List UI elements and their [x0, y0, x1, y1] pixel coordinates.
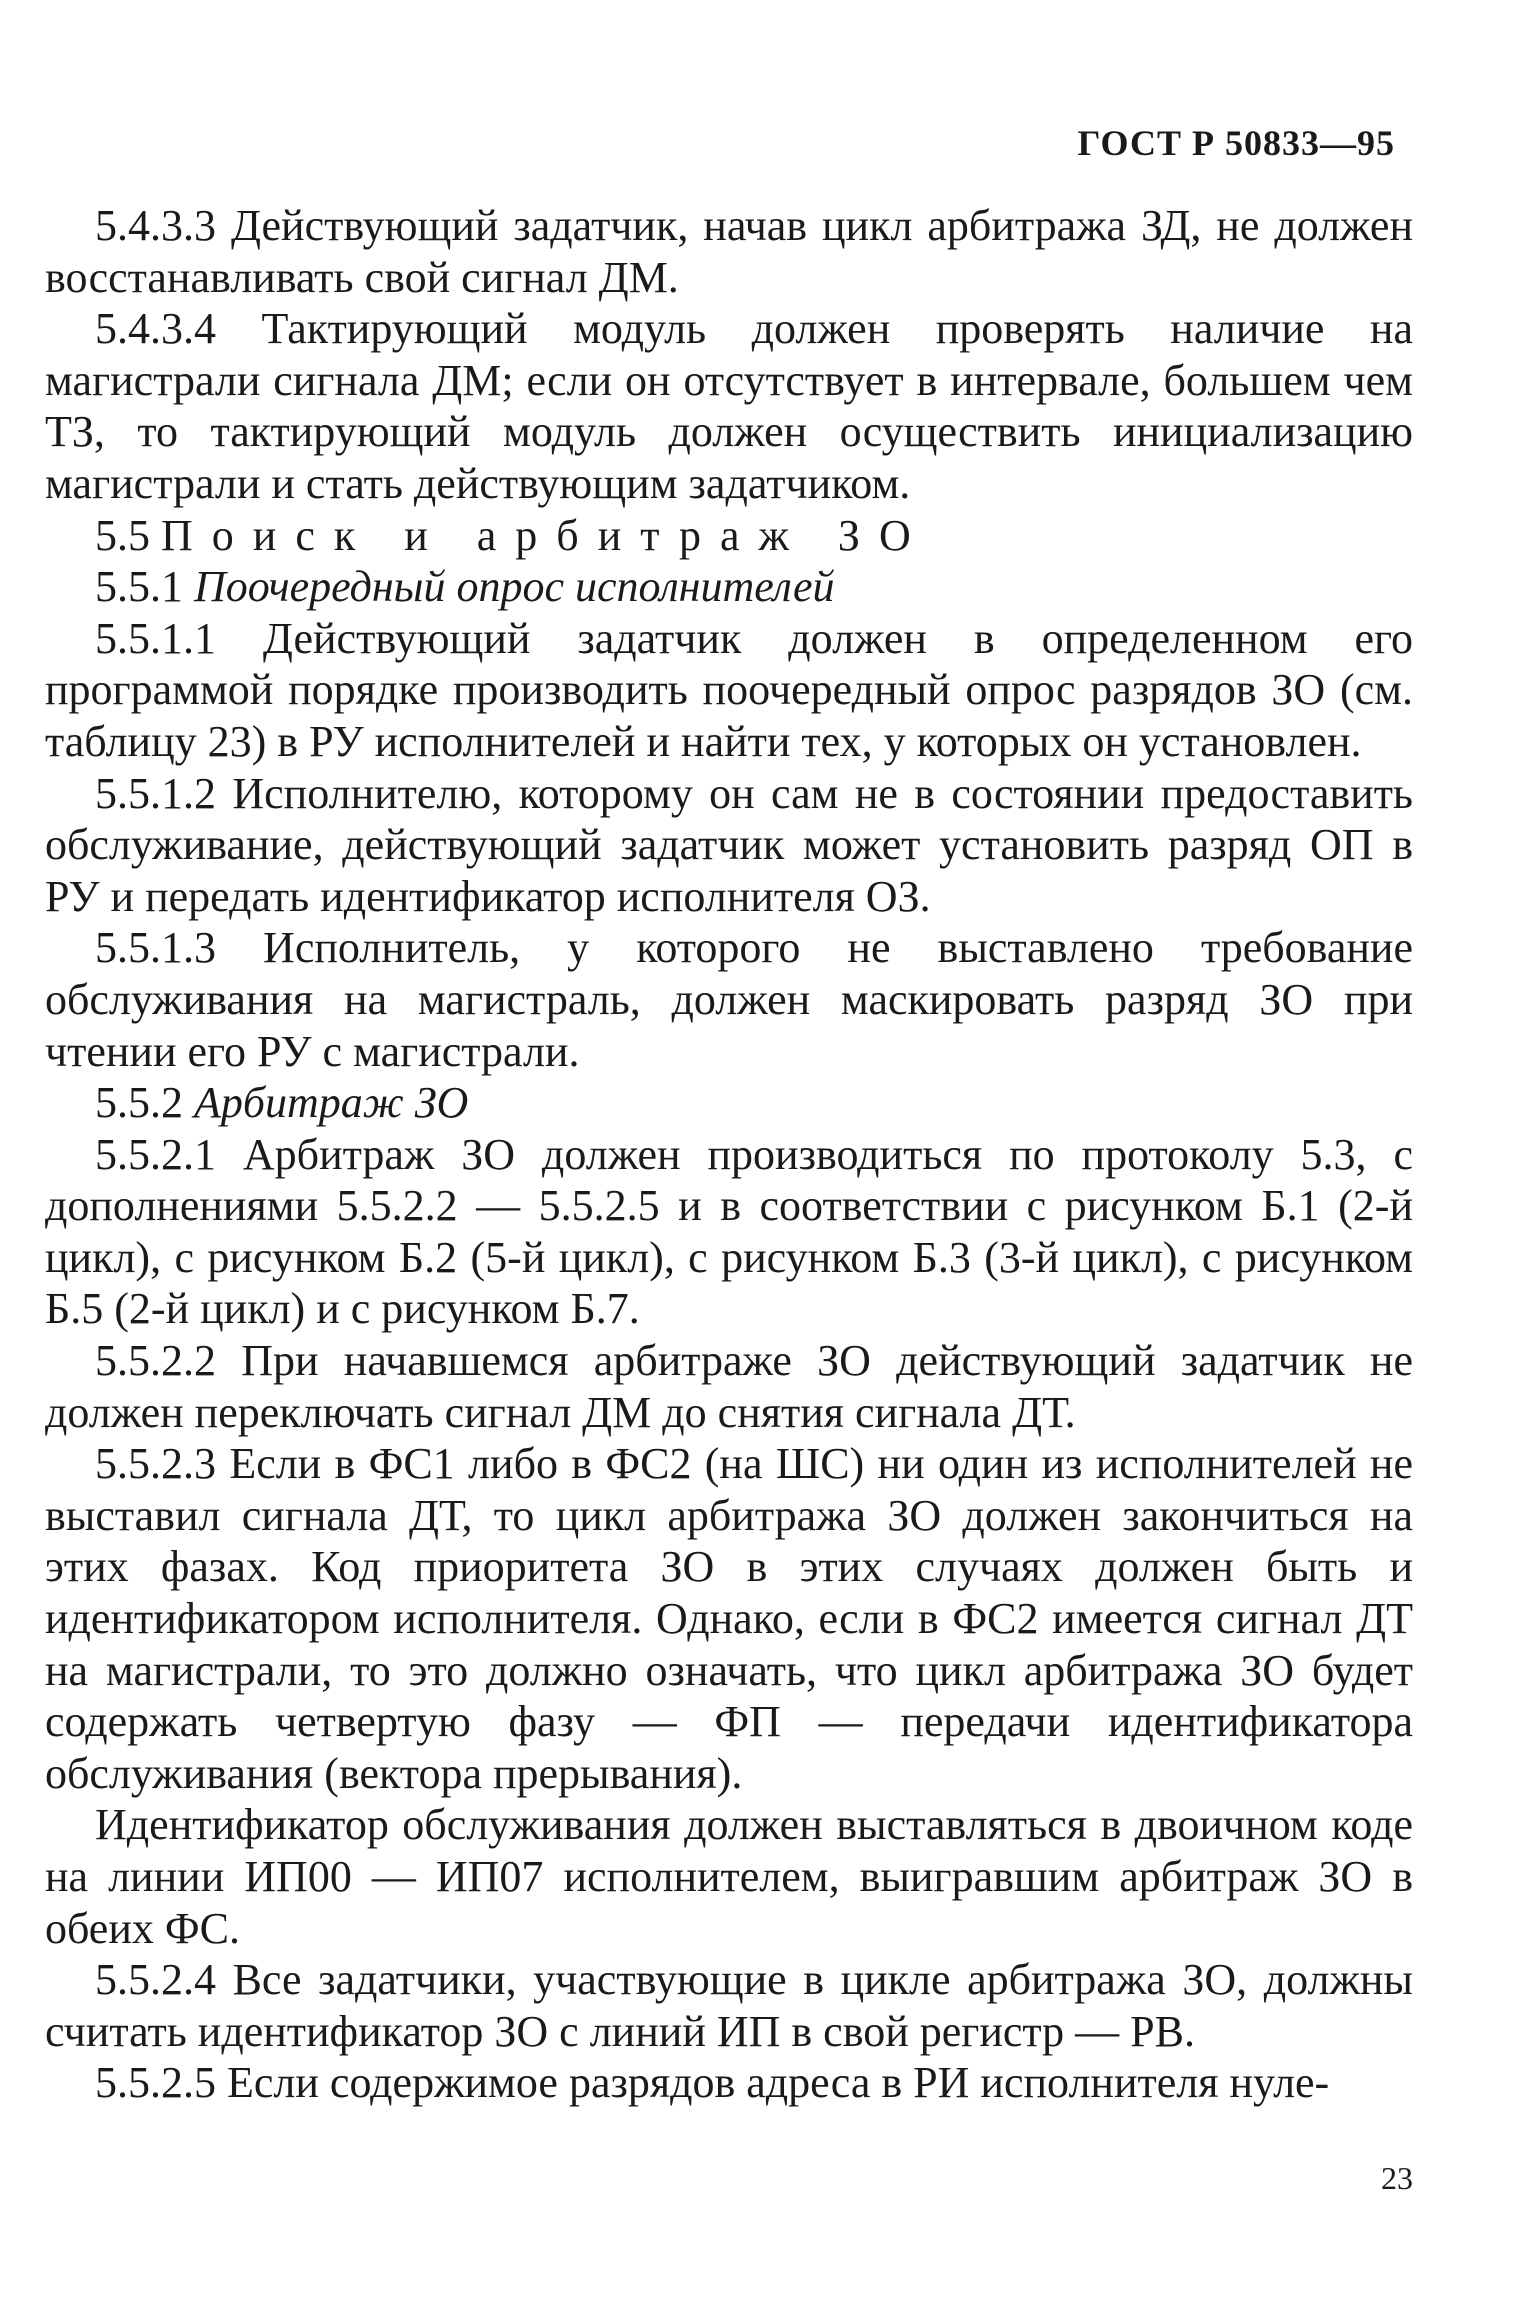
- paragraph-5-5-1-3: 5.5.1.3 Исполнитель, у которого не выставлено требование обслуживания на магистраль, должен маскировать разряд ЗО при чтении его РУ с магистрали.: [45, 923, 1413, 1076]
- document-header: ГОСТ Р 50833—95: [1077, 123, 1395, 163]
- paragraph-5-5-1-2: 5.5.1.2 Исполнителю, которому он сам не в состоянии предоставить обслуживание, действующий задатчик может установить разряд ОП в РУ и передать идентификатор исполнителя ОЗ.: [45, 768, 1413, 921]
- subsection-heading-5-5-2: [45, 1077, 1413, 1129]
- document-body: [45, 200, 1413, 2109]
- paragraph-5-4-3-4: 5.4.3.4 Тактирующий модуль должен проверять наличие на магистрали сигнала ДМ; если он отсутствует в интервале, большем чем ТЗ, то тактирующий модуль должен осуществить инициализацию магистрали и стать действующим задатчиком.: [45, 304, 1413, 508]
- paragraph-5-5-2-2: 5.5.2.2 При начавшемся арбитраже ЗО действующий задатчик не должен переключать сигнал ДМ до снятия сигнала ДТ.: [45, 1336, 1413, 1437]
- section-number: 5.5: [95, 510, 150, 560]
- subsection-heading-5-5-1: [45, 561, 1413, 613]
- subsection-title: Поочередный опрос исполнителей: [194, 562, 835, 612]
- paragraph-5-5-2-1: 5.5.2.1 Арбитраж ЗО должен производиться по протоколу 5.3, с дополнениями 5.5.2.2 — 5.5.2.5 и в соответствии с рисунком Б.1 (2-й цикл), с рисунком Б.2 (5-й цикл), с рисунком Б.3 (3-й цикл), с рисунком Б.5 (2-й цикл) и с рисунком Б.7.: [45, 1129, 1413, 1334]
- subsection-number: 5.5.1: [95, 562, 183, 612]
- subsection-title: Арбитраж ЗО: [194, 1078, 469, 1128]
- paragraph-5-5-2-3: 5.5.2.3 Если в ФС1 либо в ФС2 (на ШС) ни один из исполнителей не выставил сигнала ДТ, то цикл арбитража ЗО должен закончиться на этих фазах. Код приоритета ЗО в этих случаях должен быть и идентификатором исполнителя. Однако, если в ФС2 имеется сигнал ДТ на магистрали, то это должно означать, что цикл арбитража ЗО будет содержать четвертую фазу — ФП — передачи идентификатора обслуживания (вектора прерывания).: [45, 1439, 1413, 1798]
- page-number: 23: [1381, 2160, 1413, 2196]
- section-heading-5-5: [45, 510, 1413, 562]
- paragraph-5-4-3-3: 5.4.3.3 Действующий задатчик, начав цикл арбитража ЗД, не должен восстанавливать свой сигнал ДМ.: [45, 201, 1413, 302]
- paragraph-5-5-2-3-continued: Идентификатор обслуживания должен выставляться в двоичном коде на линии ИП00 — ИП07 исполнителем, выигравшим арбитраж ЗО в обеих ФС.: [45, 1800, 1413, 1953]
- subsection-number: 5.5.2: [95, 1078, 183, 1128]
- paragraph-5-5-2-4: 5.5.2.4 Все задатчики, участвующие в цикле арбитража ЗО, должны считать идентификатор ЗО с линий ИП в свой регистр — РВ.: [45, 1955, 1413, 2056]
- section-title: Поиск и арбитраж ЗО: [161, 510, 930, 560]
- paragraph-5-5-2-5: 5.5.2.5 Если содержимое разрядов адреса в РИ исполнителя нуле-: [95, 2058, 1330, 2108]
- paragraph-5-5-1-1: 5.5.1.1 Действующий задатчик должен в определенном его программой порядке производить поочередный опрос разрядов ЗО (см. таблицу 23) в РУ исполнителей и найти тех, у которых он установлен.: [45, 613, 1413, 766]
